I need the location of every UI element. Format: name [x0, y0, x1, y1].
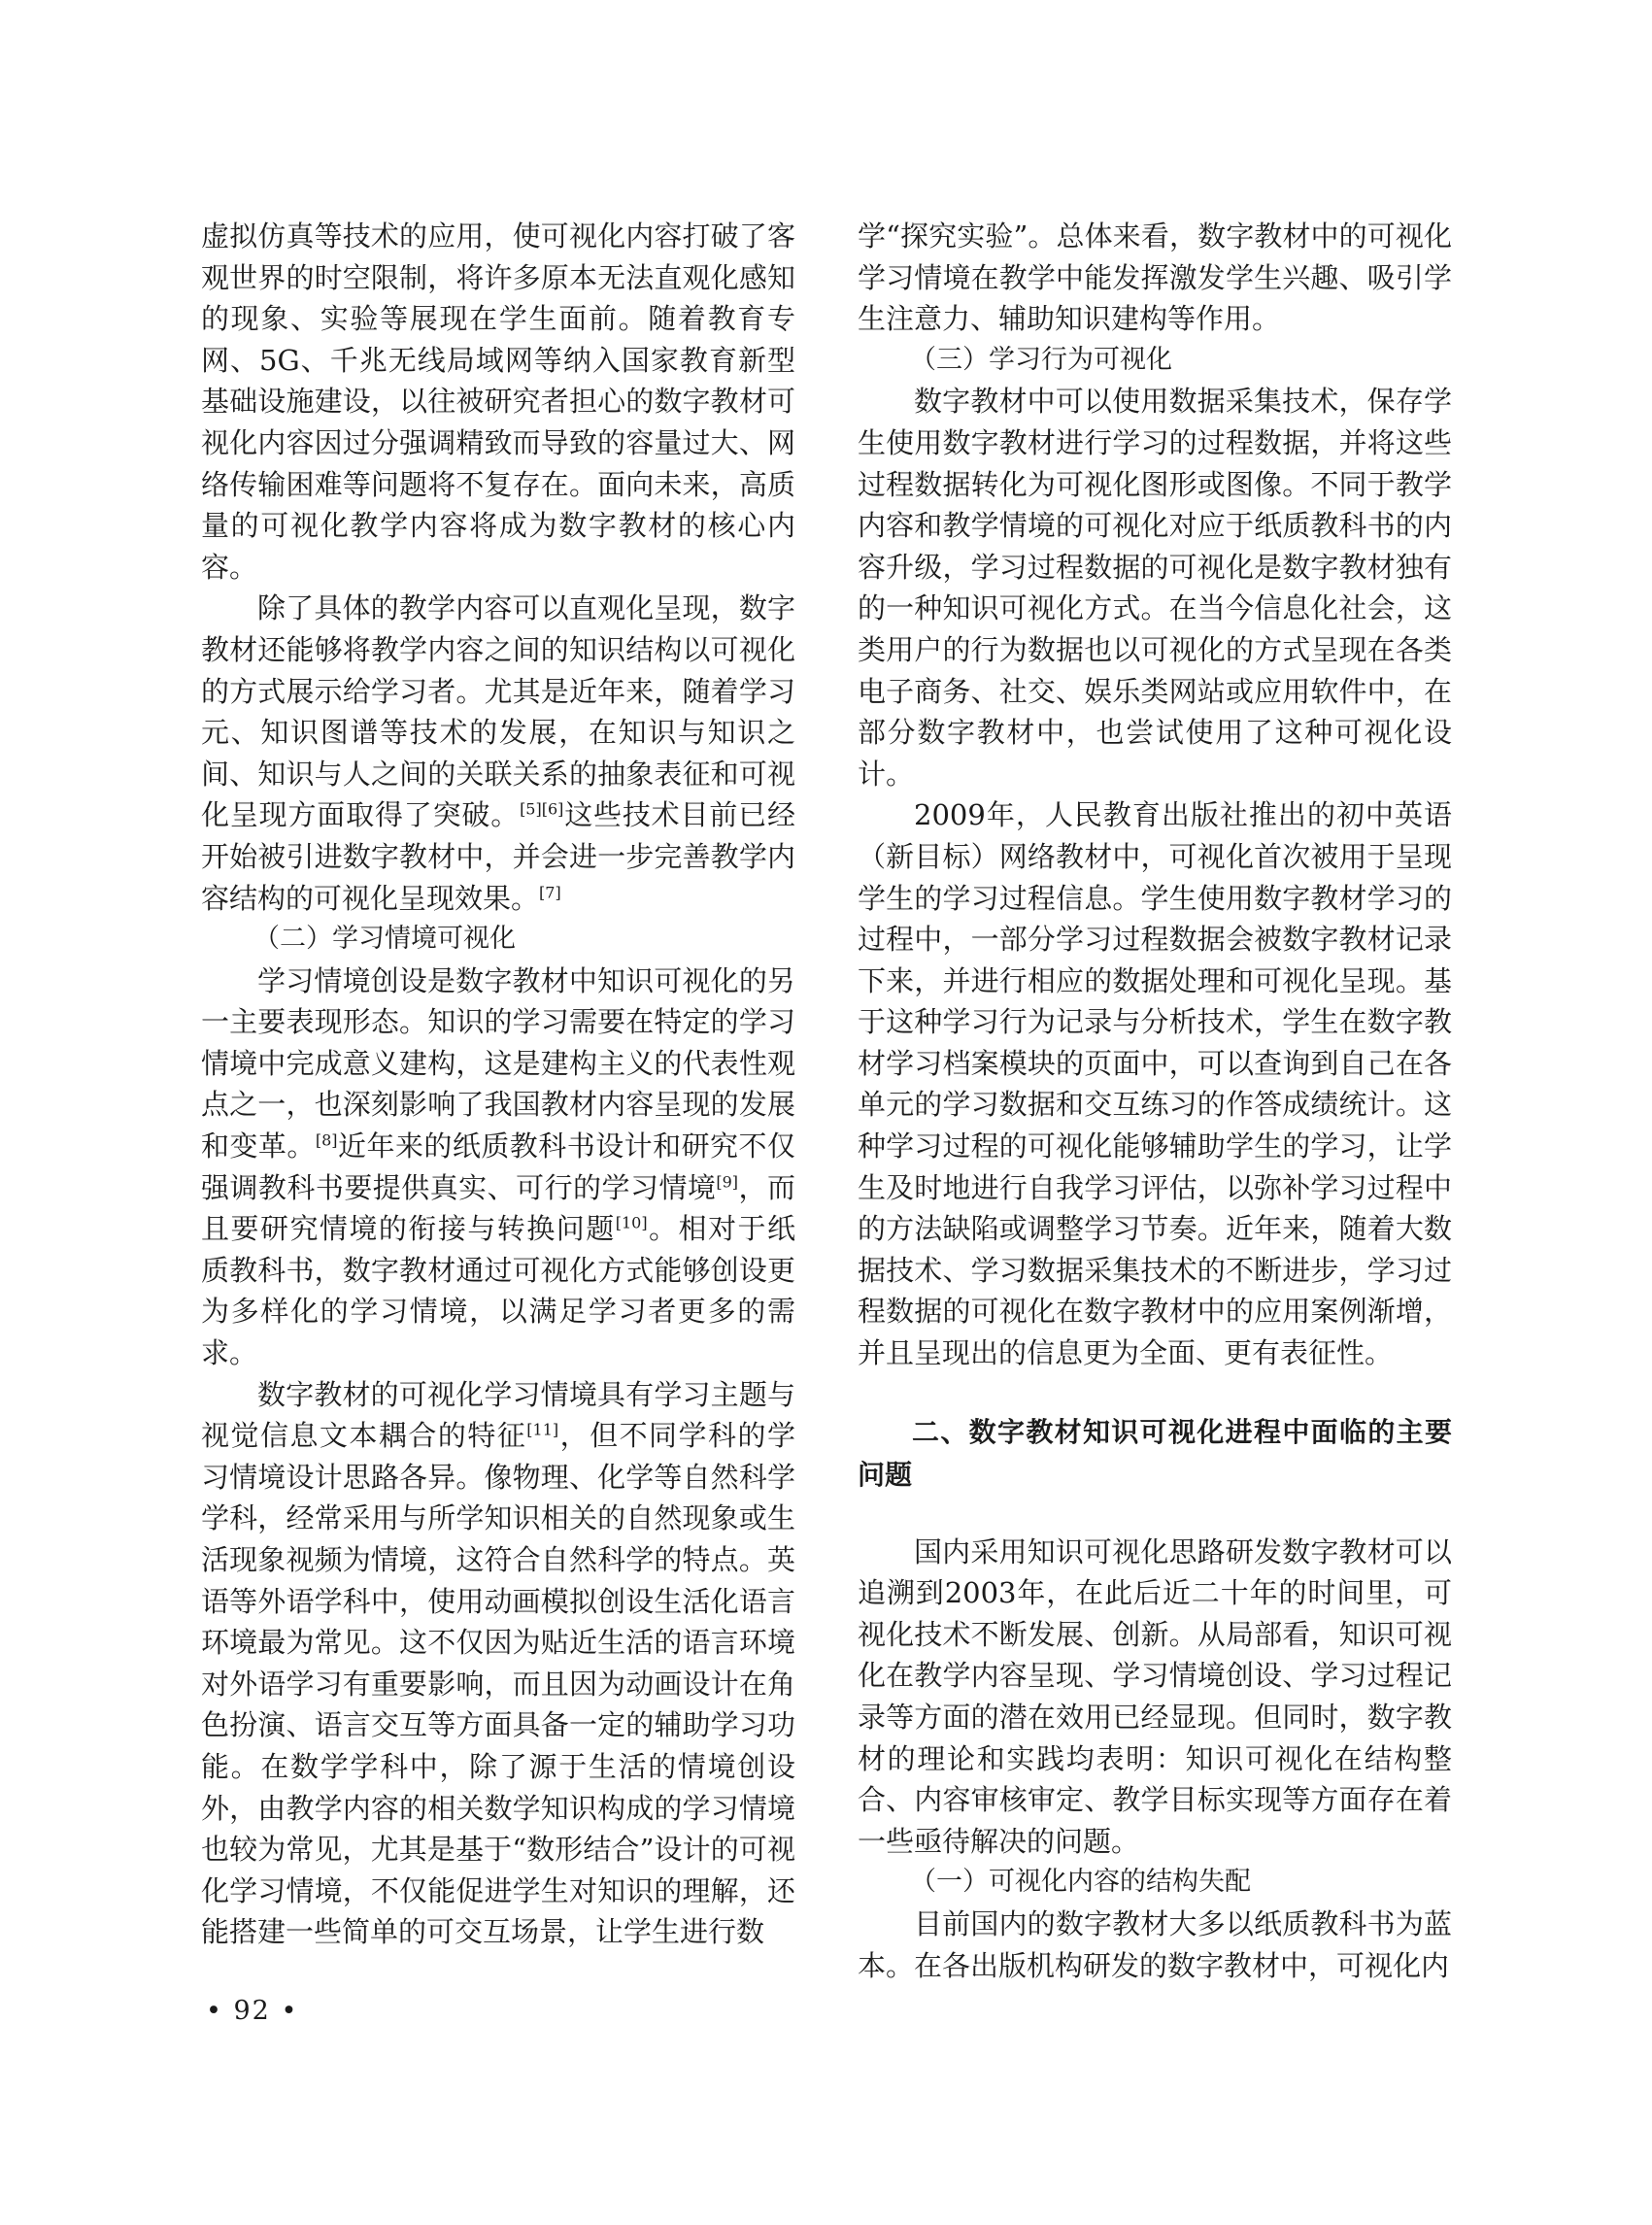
paragraph-text: 除了具体的教学内容可以直观化呈现，数字教材还能够将教学内容之间的知识结构以可视化的方式展示给学习者。尤其是近年来，随着学习元、知识图谱等技术的发展，在知识与知识之间、知识与人之间的关联关系的抽象表征和可视化呈现方面取得了突破。	[201, 591, 795, 832]
paragraph-text: 这些技术目前已经开始被引进数字教材中，并会进一步完善教学内容结构的可视化呈现效果。	[201, 798, 795, 915]
paragraph	[201, 1374, 795, 1953]
paragraph: 2009年，人民教育出版社推出的初中英语（新目标）网络教材中，可视化首次被用于呈现学生的学习过程信息。学生使用数字教材学习的过程中，一部分学习过程数据会被数字教材记录下来，并进行相应的数据处理和可视化呈现。基于这种学习行为记录与分析技术，学生在数字教材学习档案模块的页面中，可以查询到自己在各单元的学习数据和交互练习的作答成绩统计。这种学习过程的可视化能够辅助学生的学习，让学生及时地进行自我学习评估，以弥补学习过程中的方法缺陷或调整学习节奏。近年来，随着大数据技术、学习数据采集技术的不断进步，学习过程数据的可视化在数字教材中的应用案例渐增，并且呈现出的信息更为全面、更有表征性。	[858, 798, 1452, 1370]
paragraph: 数字教材中可以使用数据采集技术，保存学生使用数字教材进行学习的过程数据，并将这些过程数据转化为可视化图形或图像。不同于教学内容和教学情境的可视化对应于纸质教科书的内容升级，学习过程数据的可视化是数字教材独有的一种知识可视化方式。在当今信息化社会，这类用户的行为数据也以可视化的方式呈现在各类电子商务、社交、娱乐类网站或应用软件中，在部分数字教材中，也尝试使用了这种可视化设计。	[858, 385, 1452, 791]
subsection-heading: （一）可视化内容的结构失配	[910, 1867, 1251, 1898]
paragraph-text: ，但不同学科的学习情境设计思路各异。像物理、化学等自然科学学科，经常采用与所学知识相关的自然现象或生活现象视频为情境，这符合自然科学的特点。英语等外语学科中，使用动画模拟创设生活化语言环境最为常见。这不仅因为贴近生活的语言环境对外语学习有重要影响，而且因为动画设计在角色扮演、语言交互等方面具备一定的辅助学习功能。在数学学科中，除了源于生活的情境创设外，由教学内容的相关数学知识构成的学习情境也较为常见，尤其是基于“数形结合”设计的可视化学习情境，不仅能促进学生对知识的理解，还能搭建一些简单的可交互场景，让学生进行数	[201, 1419, 795, 1949]
paragraph-text: 学习情境创设是数字教材中知识可视化的另一主要表现形态。知识的学习需要在特定的学习情境中完成意义建构，这是建构主义的代表性观点之一，也深刻影响了我国教材内容呈现的发展和变革。	[201, 963, 795, 1163]
paragraph: 国内采用知识可视化思路研发数字教材可以追溯到2003年，在此后近二十年的时间里，可视化技术不断发展、创新。从局部看，知识可视化在教学内容呈现、学习情境创设、学习过程记录等方面的潜在效用已经显现。但同时，数字教材的理论和实践均表明：知识可视化在结构整合、内容审核审定、教学目标实现等方面存在着一些亟待解决的问题。	[858, 1534, 1452, 1858]
subsection-heading: （二）学习情境可视化	[253, 924, 516, 955]
paragraph-text: 数字教材的可视化学习情境具有学习主题与视觉信息文本耦合的特征	[201, 1377, 795, 1453]
citation-ref[interactable]: [11]	[526, 1420, 559, 1439]
citation-ref[interactable]: [10]	[615, 1213, 648, 1232]
citation-ref[interactable]: [5][6]	[520, 799, 564, 819]
paragraph-text: ，而且要研究情境的衔接与转换问题	[201, 1170, 795, 1246]
right-column	[858, 216, 1452, 1986]
page-number: • 92 •	[206, 1996, 299, 2026]
subsection-heading: （三）学习行为可视化	[910, 344, 1172, 375]
paragraph: 学“探究实验”。总体来看，数字教材中的可视化学习情境在教学中能发挥激发学生兴趣、吸引学生注意力、辅助知识建构等作用。	[858, 219, 1452, 336]
section-heading: 二、数字教材知识可视化进程中面临的主要问题	[858, 1415, 1452, 1491]
citation-ref[interactable]: [8]	[315, 1130, 338, 1150]
paragraph: 虚拟仿真等技术的应用，使可视化内容打破了客观世界的时空限制，将许多原本无法直观化感知的现象、实验等展现在学生面前。随着教育专网、5G、千兆无线局域网等纳入国家教育新型基础设施建设，以往被研究者担心的数字教材可视化内容因过分强调精致而导致的容量过大、网络传输困难等问题将不复存在。面向未来，高质量的可视化教学内容将成为数字教材的核心内容。	[201, 219, 795, 584]
paragraph	[201, 961, 795, 1374]
paragraph-text: 近年来的纸质教科书设计和研究不仅强调教科书要提供真实、可行的学习情境	[201, 1129, 795, 1204]
citation-ref[interactable]: [9]	[716, 1172, 739, 1191]
citation-ref[interactable]: [7]	[539, 882, 561, 901]
left-column	[201, 216, 795, 1953]
paragraph: 目前国内的数字教材大多以纸质教科书为蓝本。在各出版机构研发的数字教材中，可视化内	[858, 1906, 1452, 1982]
paragraph-text: 。相对于纸质教科书，数字教材通过可视化方式能够创设更为多样化的学习情境，以满足学习者更多的需求。	[201, 1212, 795, 1370]
paragraph	[201, 588, 795, 919]
